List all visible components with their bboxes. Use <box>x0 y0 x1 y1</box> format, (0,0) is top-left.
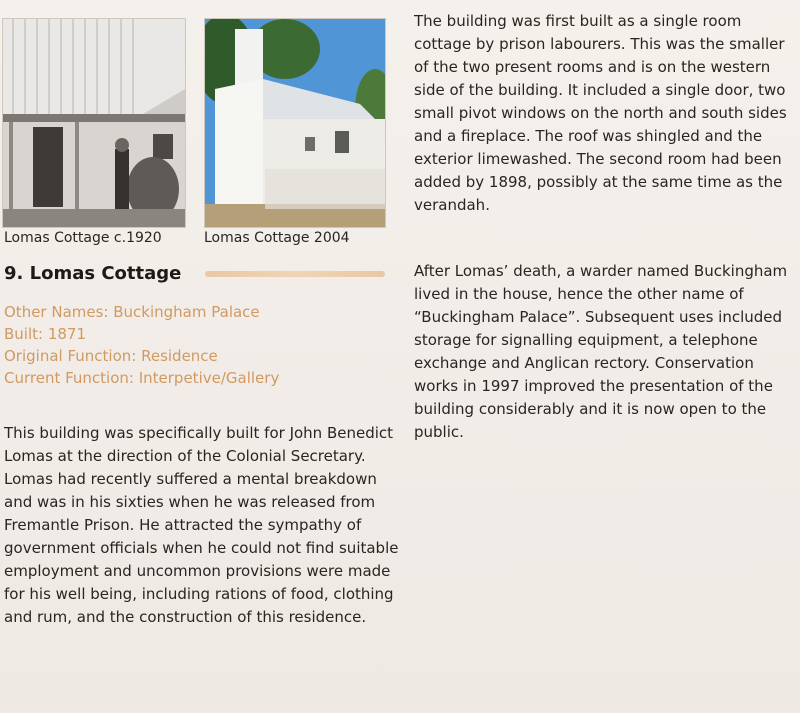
photo-lomas-cottage-2004 <box>204 18 386 228</box>
photo-2004-illustration <box>205 19 385 227</box>
heading-decorative-rule <box>205 271 385 277</box>
built-line: Built: 1871 <box>4 325 87 343</box>
current-function-line: Current Function: Interpetive/Gallery <box>4 369 280 387</box>
photo-lomas-cottage-1920 <box>2 18 186 228</box>
construction-paragraph: The building was first built as a single room cottage by prison labourers. This was the smaller of the two present rooms and is on the western side of the building. It included a single door, two small pivot windows on the north and south sides and a fireplace. The roof was shingled and the exterior limewashed. The second room had been added by 1898, possibly at the same time as the verandah. <box>414 12 787 214</box>
later-uses-paragraph: After Lomas’ death, a warder named Buckingham lived in the house, hence the other name of “Buckingham Palace”. Subsequent uses included storage for signalling equipment, a telephone exchange and Anglican rectory. Conservation works in 1997 improved the presentation of the building considerably and it is now open to the public. <box>414 262 788 441</box>
photo-1920-caption: Lomas Cottage c.1920 <box>4 230 162 246</box>
original-function-line: Original Function: Residence <box>4 347 218 365</box>
photo-1920-illustration <box>3 19 185 227</box>
other-names-line: Other Names: Buckingham Palace <box>4 303 260 321</box>
history-paragraph-left: This building was specifically built for John Benedict Lomas at the direction of the Colonial Secretary. Lomas had recently suffered a mental breakdown and was in his sixties when he was released from Fremantle Prison. He attracted the sympathy of government officials when he could not find suitable employment and uncommon provisions were made for his well being, including rations of food, clothing and rum, and the construction of this residence. <box>4 424 399 626</box>
photo-2004-caption: Lomas Cottage 2004 <box>204 230 350 246</box>
section-heading: 9. Lomas Cottage <box>4 263 182 284</box>
building-details <box>4 301 279 389</box>
